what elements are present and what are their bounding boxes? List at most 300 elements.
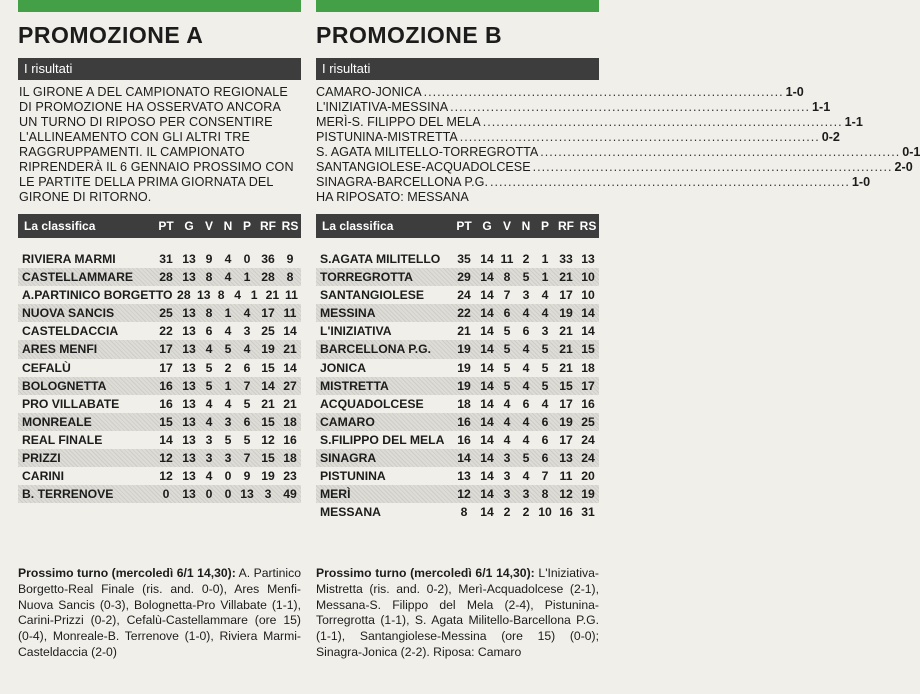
stat-cell: 3 (264, 487, 272, 502)
stat-cell: 9 (205, 252, 213, 266)
stat-cell: 14 (480, 270, 494, 285)
stat-cell: 13 (240, 487, 254, 502)
stat-cell: 13 (182, 432, 196, 447)
standings-table (316, 250, 599, 521)
stat-cell: 19 (457, 378, 471, 393)
stat-cell: 6 (243, 414, 251, 429)
table-row (18, 485, 301, 503)
stat-cell: 24 (581, 432, 595, 447)
stat-cell: 14 (480, 451, 494, 466)
team-name: CASTELLAMMARE (22, 270, 134, 285)
table-row (316, 268, 599, 286)
stat-cell: 6 (541, 432, 549, 447)
table-row (18, 250, 301, 268)
table-row (316, 467, 599, 485)
match-score: 2-0 (894, 160, 913, 174)
stat-cell: 15 (261, 414, 275, 429)
stat-cell: 13 (182, 360, 196, 375)
stat-cell: 14 (480, 505, 494, 520)
stat-cell: 4 (503, 396, 511, 411)
stat-cell: 15 (159, 414, 173, 429)
stat-cell: 10 (538, 505, 552, 520)
stat-cell: 19 (457, 342, 471, 357)
team-name: MESSANA (320, 505, 381, 520)
team-name: JONICA (320, 360, 367, 375)
result-row (316, 160, 913, 175)
standings-table (18, 250, 301, 503)
stat-cell: 21 (283, 396, 297, 411)
col-header: P (242, 219, 251, 233)
table-row (316, 250, 599, 268)
stat-cell: 4 (503, 432, 511, 447)
result-row (316, 130, 840, 145)
stat-cell: 23 (283, 469, 297, 484)
stat-cell: 21 (559, 360, 573, 375)
stat-cell: 7 (243, 451, 251, 466)
stat-cell: 1 (541, 270, 549, 285)
col-header: P (540, 219, 549, 233)
stat-cell: 0 (224, 469, 232, 484)
stat-cell: 14 (480, 432, 494, 447)
stat-cell: 14 (480, 414, 494, 429)
stat-cell: 11 (283, 306, 297, 321)
promozione-a-column (18, 0, 301, 503)
stat-cell: 1 (224, 378, 232, 393)
stat-cell: 4 (522, 306, 530, 321)
team-name: SANTANGIOLESE (320, 288, 425, 303)
stat-cell: 1 (224, 306, 232, 321)
stat-cell: 3 (503, 487, 511, 502)
stat-cell: 8 (205, 306, 213, 321)
stat-cell: 3 (224, 414, 232, 429)
stat-cell: 14 (480, 360, 494, 375)
stat-cell: 4 (234, 288, 242, 303)
team-name: ARES MENFI (22, 342, 98, 357)
col-header: G (482, 219, 492, 233)
next-round-a (18, 566, 301, 661)
stat-cell: 21 (261, 396, 275, 411)
stat-cell: 11 (559, 469, 573, 484)
stat-cell: 4 (522, 414, 530, 429)
stat-cell: 8 (205, 270, 213, 285)
stat-cell: 13 (457, 469, 471, 484)
match-label: PISTUNINA-MISTRETTA (316, 130, 458, 144)
stat-cell: 33 (559, 252, 573, 266)
team-name: CASTELDACCIA (22, 324, 119, 339)
stat-cell: 11 (500, 252, 514, 266)
team-name: MERÌ (320, 487, 351, 502)
stat-cell: 1 (243, 270, 251, 285)
stat-cell: 15 (261, 451, 275, 466)
match-score: 1-1 (812, 100, 831, 114)
stat-cell: 4 (205, 396, 213, 411)
promozione-b-column (316, 0, 920, 521)
leader-dots: ................................................................................ (540, 145, 901, 159)
stat-cell: 19 (581, 487, 595, 502)
next-round-label: Prossimo turno (mercoledì 6/1 14,30): (18, 566, 236, 580)
leader-dots: ................................................................................ (450, 100, 811, 114)
stat-cell: 4 (224, 252, 232, 266)
stat-cell: 17 (559, 288, 573, 303)
stat-cell: 10 (581, 288, 595, 303)
stat-cell: 4 (205, 342, 213, 357)
stat-cell: 14 (581, 306, 595, 321)
stat-cell: 14 (480, 324, 494, 339)
stat-cell: 5 (224, 432, 232, 447)
table-row (18, 268, 301, 286)
table-row (18, 340, 301, 358)
stat-cell: 21 (559, 342, 573, 357)
stat-cell: 18 (283, 414, 297, 429)
stat-cell: 4 (522, 469, 530, 484)
stat-cell: 25 (159, 306, 173, 321)
result-row (316, 175, 871, 190)
stat-cell: 13 (182, 487, 196, 502)
stat-cell: 6 (541, 414, 549, 429)
stat-cell: 13 (182, 469, 196, 484)
stat-cell: 3 (205, 432, 213, 447)
stat-cell: 21 (559, 324, 573, 339)
stat-cell: 7 (243, 378, 251, 393)
leader-dots: ................................................................................ (489, 175, 850, 189)
stat-cell: 10 (581, 270, 595, 285)
stat-cell: 6 (205, 324, 213, 339)
stat-cell: 0 (243, 252, 251, 266)
stat-cell: 16 (457, 414, 471, 429)
results-box (316, 80, 920, 208)
stat-cell: 0 (224, 487, 232, 502)
stat-cell: 16 (159, 396, 173, 411)
stat-cell: 4 (243, 306, 251, 321)
stat-cell: 13 (182, 396, 196, 411)
leader-dots: ................................................................................ (423, 85, 784, 99)
stat-cell: 12 (559, 487, 573, 502)
results-header: I risultati (316, 58, 599, 80)
stat-cell: 4 (522, 342, 530, 357)
stat-cell: 11 (285, 288, 298, 303)
stat-cell: 19 (261, 469, 275, 484)
stat-cell: 14 (159, 432, 173, 447)
col-header: V (204, 219, 213, 233)
stat-cell: 4 (522, 378, 530, 393)
stat-cell: 2 (522, 505, 530, 520)
result-row (316, 115, 863, 130)
stat-cell: 36 (261, 252, 275, 266)
stat-cell: 17 (559, 396, 573, 411)
table-row (316, 449, 599, 467)
stat-cell: 5 (205, 378, 213, 393)
match-label: L'INIZIATIVA-MESSINA (316, 100, 449, 114)
team-name: PRO VILLABATE (22, 396, 120, 411)
team-name: S.AGATA MILITELLO (320, 252, 441, 266)
stat-cell: 21 (265, 288, 280, 303)
stat-cell: 9 (286, 252, 294, 266)
team-name: NUOVA SANCIS (22, 306, 115, 321)
stat-cell: 12 (261, 432, 275, 447)
stat-cell: 31 (159, 252, 173, 266)
col-header: RF (558, 219, 574, 233)
team-name: TORREGROTTA (320, 270, 413, 285)
stat-cell: 28 (261, 270, 275, 285)
next-round-b (316, 566, 599, 661)
stat-cell: 14 (480, 378, 494, 393)
stat-cell: 5 (205, 360, 213, 375)
stat-cell: 13 (182, 306, 196, 321)
stat-cell: 14 (283, 360, 297, 375)
stat-cell: 14 (283, 324, 297, 339)
col-header: RS (281, 219, 299, 233)
stat-cell: 4 (224, 324, 232, 339)
stat-cell: 8 (460, 505, 468, 520)
next-round-text: A. Partinico Borgetto-Real Finale (ris. and. 0-0), Ares Menfi-Nuova Sancis (0-3), Bolognetta-Pro Villabate (1-1), Carini-Prizzi (0-2), Cefalù-Castellammare (ore 15) (0-4), Monreale-B. Terrenove (1-0), Riviera Marmi-Casteldaccia (2-0) (18, 566, 301, 659)
stat-cell: 13 (182, 378, 196, 393)
table-row (316, 322, 599, 340)
table-row (316, 304, 599, 322)
stat-cell: 5 (522, 451, 530, 466)
match-score: 1-0 (785, 85, 804, 99)
result-row (316, 85, 804, 100)
stat-cell: 14 (480, 396, 494, 411)
section-color-bar (18, 0, 301, 12)
stat-cell: 3 (541, 324, 549, 339)
stat-cell: 14 (480, 288, 494, 303)
match-label: SANTANGIOLESE-ACQUADOLCESE (316, 160, 531, 174)
stat-cell: 22 (159, 324, 173, 339)
stat-cell: 4 (224, 270, 232, 285)
team-name: BARCELLONA P.G. (320, 342, 432, 357)
stat-cell: 14 (480, 252, 494, 266)
col-header: RS (579, 219, 597, 233)
stat-cell: 15 (581, 342, 595, 357)
stat-cell: 16 (559, 505, 573, 520)
table-row (316, 503, 599, 521)
stat-cell: 8 (286, 270, 294, 285)
match-label: SINAGRA-BARCELLONA P.G. (316, 175, 488, 189)
stat-cell: 13 (182, 451, 196, 466)
leader-dots: ................................................................................ (532, 160, 893, 174)
table-row (18, 431, 301, 449)
stat-cell: 5 (503, 342, 511, 357)
team-name: SINAGRA (320, 451, 377, 466)
stat-cell: 7 (503, 288, 511, 303)
stat-cell: 8 (541, 487, 549, 502)
stat-cell: 5 (541, 342, 549, 357)
table-row (316, 377, 599, 395)
stat-cell: 3 (522, 487, 530, 502)
col-header: N (521, 219, 531, 233)
result-row (316, 100, 831, 115)
stat-cell: 17 (581, 378, 595, 393)
stat-cell: 14 (261, 378, 275, 393)
stat-cell: 4 (522, 432, 530, 447)
col-header: PT (158, 219, 174, 233)
stat-cell: 19 (457, 360, 471, 375)
stat-cell: 7 (541, 469, 549, 484)
section-color-bar (316, 0, 599, 12)
team-name: MESSINA (320, 306, 376, 321)
stat-cell: 5 (503, 324, 511, 339)
stat-cell: 6 (522, 324, 530, 339)
stat-cell: 12 (159, 451, 173, 466)
stat-cell: 18 (457, 396, 471, 411)
intro-text: IL GIRONE A DEL CAMPIONATO REGIONALE DI PROMOZIONE HA OSSERVATO ANCORA UN TURNO DI RIPOSO PER CONSENTIRE L'ALLINEAMENTO CON GLI ALTRI TRE RAGGRUPPAMENTI. IL CAMPIONATO RIPRENDERÀ IL 6 GENNAIO PROSSIMO CON LE PARTITE DELLA PRIMA GIORNATA DEL GIRONE DI RITORNO. (19, 85, 294, 204)
section-title: PROMOZIONE A (18, 22, 204, 48)
stat-cell: 5 (541, 360, 549, 375)
stat-cell: 0 (162, 487, 170, 502)
table-row (18, 359, 301, 377)
rest-note: HA RIPOSATO: MESSANA (316, 190, 469, 204)
stat-cell: 4 (205, 414, 213, 429)
stat-cell: 14 (480, 487, 494, 502)
stat-cell: 12 (159, 469, 173, 484)
stat-cell: 19 (559, 414, 573, 429)
stat-cell: 13 (581, 252, 595, 266)
results-box (18, 80, 301, 208)
stat-cell: 4 (205, 469, 213, 484)
team-name: CEFALÙ (22, 360, 71, 375)
next-round-label: Prossimo turno (mercoledì 6/1 14,30): (316, 566, 535, 580)
leader-dots: ................................................................................ (482, 115, 843, 129)
stat-cell: 49 (283, 487, 297, 502)
stat-cell: 5 (224, 342, 232, 357)
stat-cell: 4 (224, 396, 232, 411)
stat-cell: 14 (581, 324, 595, 339)
col-header: V (502, 219, 511, 233)
stat-cell: 21 (457, 324, 471, 339)
section-title: PROMOZIONE B (316, 22, 503, 48)
stat-cell: 1 (541, 252, 549, 266)
stat-cell: 5 (503, 360, 511, 375)
stat-cell: 28 (159, 270, 173, 285)
stat-cell: 13 (197, 288, 211, 303)
stat-cell: 4 (541, 306, 549, 321)
team-name: ACQUADOLCESE (320, 396, 424, 411)
stat-cell: 19 (261, 342, 275, 357)
stat-cell: 3 (503, 469, 511, 484)
stat-cell: 27 (283, 378, 297, 393)
match-score: 1-0 (851, 175, 871, 189)
stat-cell: 5 (243, 432, 251, 447)
stat-cell: 16 (457, 432, 471, 447)
next-round-text: L'Iniziativa-Mistretta (ris. and. 0-2), Merì-Acquadolcese (2-1), Messana-S. Filippo del Mela (2-4), Pistunina-Torregrotta (1-1), S. Agata Militello-Barcellona P.G. (1-1), Santangiolese-Messina (ore 15) (0-0); Sinagra-Jonica (2-2). Riposa: Camaro (316, 566, 599, 659)
stat-cell: 35 (457, 252, 471, 266)
stat-cell: 12 (457, 487, 471, 502)
stat-cell: 6 (522, 396, 530, 411)
stat-cell: 4 (541, 396, 549, 411)
table-row (18, 322, 301, 340)
stat-cell: 2 (503, 505, 511, 520)
stat-cell: 21 (283, 342, 297, 357)
team-name: L'INIZIATIVA (320, 324, 392, 339)
stat-cell: 16 (581, 396, 595, 411)
standings-header (18, 214, 301, 238)
stat-cell: 16 (159, 378, 173, 393)
stat-cell: 17 (159, 342, 173, 357)
stat-cell: 25 (581, 414, 595, 429)
team-name: PISTUNINA (320, 469, 386, 484)
team-name: MISTRETTA (320, 378, 389, 393)
team-name: RIVIERA MARMI (22, 252, 116, 266)
team-name: MONREALE (22, 414, 92, 429)
team-name: CARINI (22, 469, 64, 484)
table-row (316, 395, 599, 413)
stat-cell: 14 (480, 306, 494, 321)
stat-cell: 17 (159, 360, 173, 375)
stat-cell: 13 (182, 414, 196, 429)
stat-cell: 8 (503, 270, 511, 285)
stat-cell: 25 (261, 324, 275, 339)
stat-cell: 6 (541, 451, 549, 466)
stat-cell: 18 (283, 451, 297, 466)
col-header: N (223, 219, 233, 233)
result-row (316, 145, 920, 160)
stat-cell: 5 (503, 378, 511, 393)
match-score: 0-2 (821, 130, 840, 144)
stat-cell: 3 (243, 324, 251, 339)
table-row (316, 431, 599, 449)
match-label: S. AGATA MILITELLO-TORREGROTTA (316, 145, 539, 159)
stat-cell: 28 (177, 288, 191, 303)
stat-cell: 5 (541, 378, 549, 393)
stat-cell: 19 (559, 306, 573, 321)
stat-cell: 13 (182, 270, 196, 285)
table-row (18, 377, 301, 395)
col-header: G (184, 219, 194, 233)
col-header: RF (260, 219, 276, 233)
stat-cell: 3 (503, 451, 511, 466)
stat-cell: 3 (522, 288, 530, 303)
stat-cell: 22 (457, 306, 471, 321)
stat-cell: 13 (559, 451, 573, 466)
stat-cell: 15 (559, 378, 573, 393)
table-row (18, 449, 301, 467)
table-row (18, 413, 301, 431)
stat-cell: 9 (243, 469, 251, 484)
stat-cell: 3 (205, 451, 213, 466)
stat-cell: 4 (541, 288, 549, 303)
stat-cell: 5 (243, 396, 251, 411)
stat-cell: 5 (522, 270, 530, 285)
stat-cell: 24 (581, 451, 595, 466)
stat-cell: 20 (581, 469, 595, 484)
stat-cell: 18 (581, 360, 595, 375)
table-row (316, 340, 599, 358)
match-score: 1-1 (844, 115, 863, 129)
table-row (18, 304, 301, 322)
stat-cell: 6 (243, 360, 251, 375)
stat-cell: 16 (283, 432, 297, 447)
table-row (316, 359, 599, 377)
stat-cell: 15 (261, 360, 275, 375)
stat-cell: 2 (224, 360, 232, 375)
team-name: B. TERRENOVE (22, 487, 114, 502)
table-row (18, 286, 301, 304)
results-header: I risultati (18, 58, 301, 80)
table-row (18, 467, 301, 485)
standings-title: La classifica (322, 219, 394, 233)
match-score: 0-1 (902, 145, 920, 159)
standings-header (316, 214, 599, 238)
stat-cell: 6 (503, 306, 511, 321)
stat-cell: 13 (182, 252, 196, 266)
stat-cell: 31 (581, 505, 595, 520)
team-name: PRIZZI (22, 451, 61, 466)
team-name: A.PARTINICO BORGETTO (22, 288, 173, 303)
table-row (316, 286, 599, 304)
team-name: BOLOGNETTA (22, 378, 107, 393)
table-row (316, 485, 599, 503)
standings-title: La classifica (24, 219, 96, 233)
